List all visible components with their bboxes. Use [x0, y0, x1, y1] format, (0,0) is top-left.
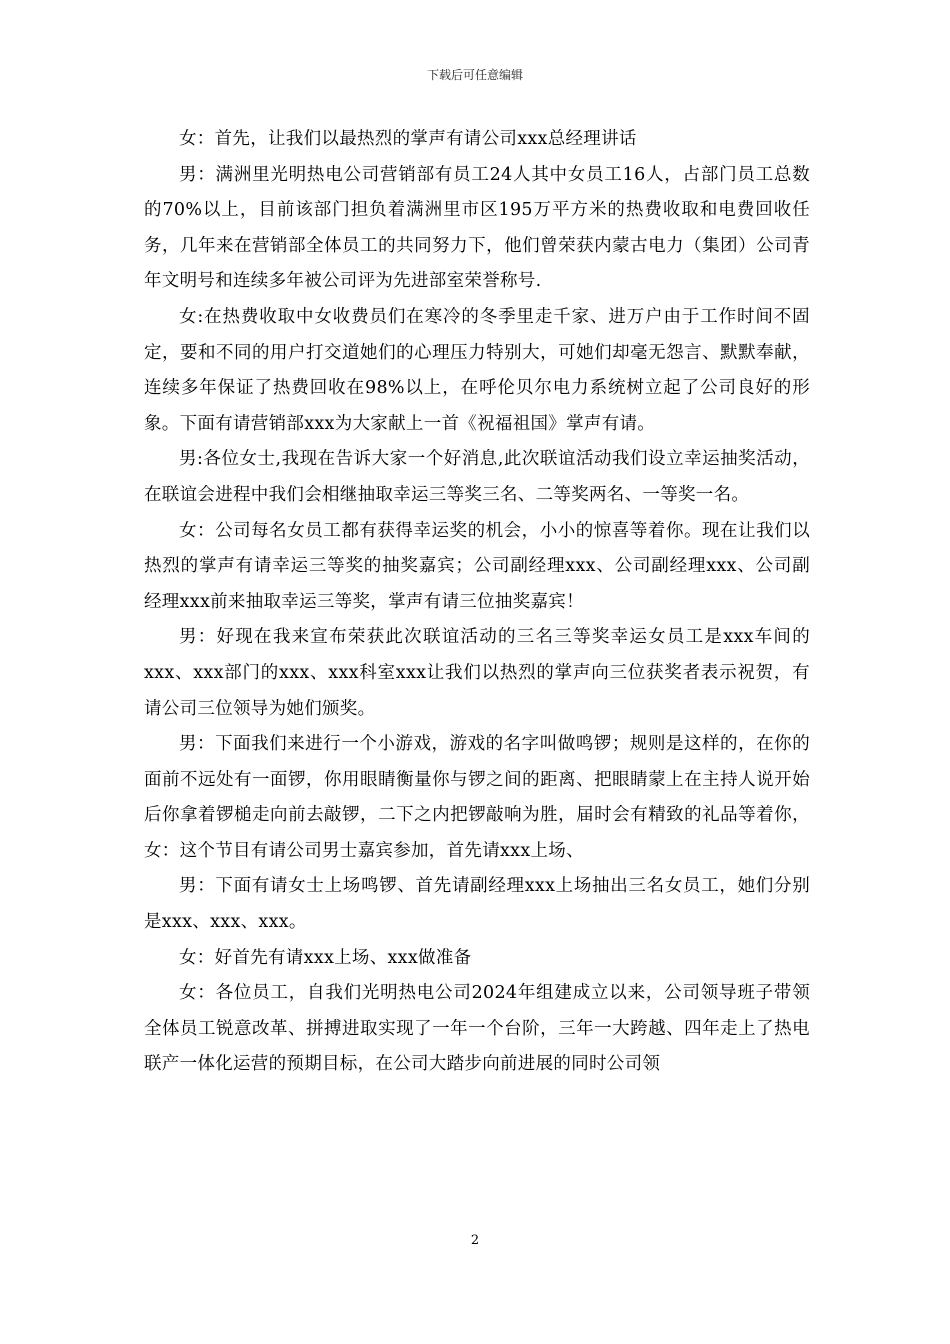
dialogue-paragraph: 女：好首先有请xxx上场、xxx做准备 — [179, 947, 472, 968]
dialogue-paragraph: 男：好现在我来宣布荣获此次联谊活动的三名三等奖幸运女员工是xxx车间的xxx、xxx部门的xxx、xxx科室xxx让我们以热烈的掌声向三位获奖者表示祝贺，有请公司三位领导为她们颁奖。 — [144, 627, 810, 719]
dialogue-paragraph: 女：公司每名女员工都有获得幸运奖的机会，小小的惊喜等着你。现在让我们以热烈的掌声有请幸运三等奖的抽奖嘉宾；公司副经理xxx、公司副经理xxx、公司副经理xxx前来抽取幸运三等奖，掌声有请三位抽奖嘉宾！ — [144, 520, 810, 612]
dialogue-paragraph: 男：下面有请女士上场鸣锣、首先请副经理xxx上场抽出三名女员工，她们分别是xxx、xxx、xxx。 — [144, 876, 810, 933]
dialogue-paragraph: 女：各位员工，自我们光明热电公司2024年组建成立以来，公司领导班子带领全体员工锐意改革、拼搏进取实现了一年一个台阶，三年一大跨越、四年走上了热电联产一体化运营的预期目标，在公司大踏步向前进展的同时公司领 — [144, 983, 810, 1075]
dialogue-paragraph: 女:在热费收取中女收费员们在寒冷的冬季里走千家、进万户由于工作时间不固定，要和不同的用户打交道她们的心理压力特别大，可她们却毫无怨言、默默奉献，连续多年保证了热费回收在98%以上，在呼伦贝尔电力系统树立起了公司良好的形象。下面有请营销部xxx为大家献上一首《祝福祖国》掌声有请。 — [144, 306, 810, 434]
dialogue-paragraph: 男：下面我们来进行一个小游戏，游戏的名字叫做鸣锣；规则是这样的，在你的面前不远处有一面锣，你用眼睛衡量你与锣之间的距离、把眼睛蒙上在主持人说开始后你拿着锣槌走向前去敲锣，二下之内把锣敲响为胜，届时会有精致的礼品等着你，女：这个节目有请公司男士嘉宾参加，首先请xxx上场、 — [144, 734, 810, 861]
dialogue-paragraph: 男:各位女士,我现在告诉大家一个好消息,此次联谊活动我们设立幸运抽奖活动，在联谊会进程中我们会相继抽取幸运三等奖三名、二等奖两名、一等奖一名。 — [144, 449, 810, 505]
page-header: 下载后可任意编辑 — [426, 68, 523, 82]
dialogue-paragraph: 男：满洲里光明热电公司营销部有员工24人其中女员工16人，占部门员工总数的70%以上，目前该部门担负着满洲里市区195万平方米的热费收取和电费回收任务，几年来在营销部全体员工的共同努力下，他们曾荣获内蒙古电力（集团）公司青年文明号和连续多年被公司评为先进部室荣誉称号. — [144, 164, 810, 292]
dialogue-paragraph: 女：首先，让我们以最热烈的掌声有请公司xxx总经理讲话 — [179, 129, 637, 149]
page-number: 2 — [470, 1233, 480, 1248]
document-body — [144, 122, 810, 1083]
